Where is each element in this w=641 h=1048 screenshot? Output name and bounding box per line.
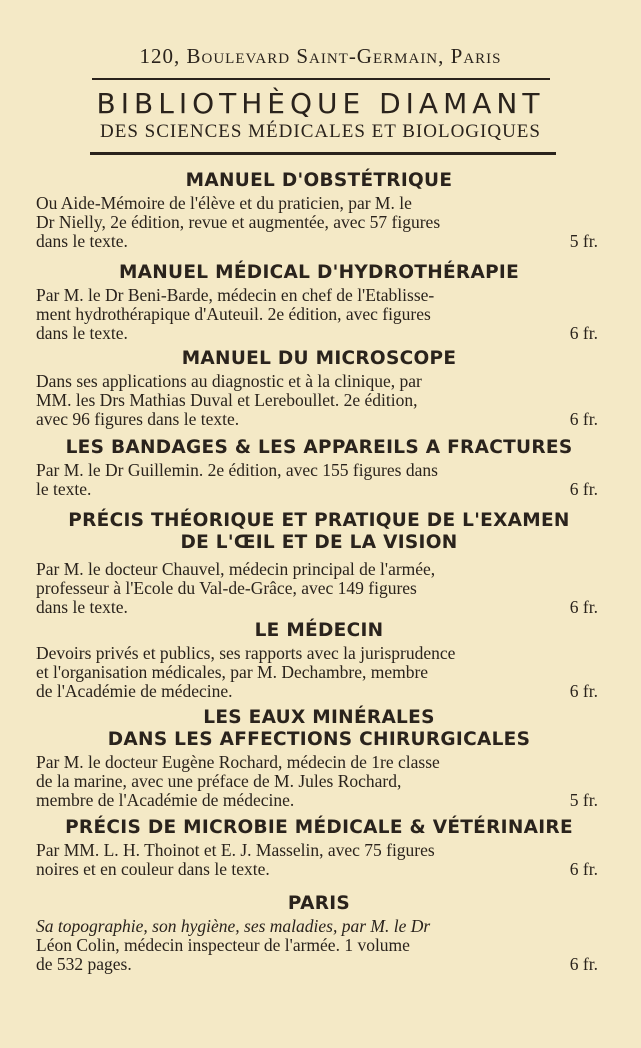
book-description xyxy=(36,753,602,810)
book-price: 6 fr. xyxy=(569,409,598,429)
book-description xyxy=(36,372,602,429)
description-line: Par MM. L. H. Thoinot et E. J. Masselin, avec 75 figures xyxy=(36,840,435,860)
book-description xyxy=(36,644,602,701)
book-entry xyxy=(36,893,602,974)
description-line: Par M. le docteur Eugène Rochard, médecin de 1re classe xyxy=(36,752,440,772)
book-price: 6 fr. xyxy=(569,954,598,974)
book-price: 6 fr. xyxy=(569,479,598,499)
description-line: ment hydrothérapique d'Auteuil. 2e édition, avec figures xyxy=(36,304,431,324)
book-description xyxy=(36,560,602,617)
description-line: Devoirs privés et publics, ses rapports avec la jurisprudence xyxy=(36,643,456,663)
book-price: 5 fr. xyxy=(569,231,598,251)
description-line: Dr Nielly, 2e édition, revue et augmentée, avec 57 figures xyxy=(36,212,441,232)
book-title: LES BANDAGES & LES APPAREILS A FRACTURES xyxy=(65,437,573,458)
book-title: MANUEL D'OBSTÉTRIQUE xyxy=(185,170,453,191)
description-line: dans le texte. xyxy=(36,231,128,251)
description-line: le texte. xyxy=(36,479,92,499)
description-line: Sa topographie, son hygiène, ses maladies, par M. le Dr xyxy=(36,916,431,936)
book-price: 6 fr. xyxy=(569,597,598,617)
description-line: avec 96 figures dans le texte. xyxy=(36,409,240,429)
book-description xyxy=(36,461,602,499)
book-entry xyxy=(36,707,602,810)
book-title-line2: DANS LES AFFECTIONS CHIRURGICALES xyxy=(107,729,531,750)
book-description xyxy=(36,194,602,251)
description-line: membre de l'Académie de médecine. xyxy=(36,790,295,810)
book-description xyxy=(36,841,602,879)
book-title: MANUEL DU MICROSCOPE xyxy=(181,348,457,369)
book-entry xyxy=(36,262,602,343)
book-price: 6 fr. xyxy=(569,859,598,879)
book-description xyxy=(36,917,602,974)
book-price: 6 fr. xyxy=(569,323,598,343)
description-line: et l'organisation médicales, par M. Dechambre, membre xyxy=(36,662,429,682)
description-line: de la marine, avec une préface de M. Jules Rochard, xyxy=(36,771,402,791)
book-entry xyxy=(36,817,602,879)
book-entry xyxy=(36,510,602,617)
collection-subtitle: DES SCIENCES MÉDICALES ET BIOLOGIQUES xyxy=(100,121,541,142)
collection-title: BIBLIOTHÈQUE DIAMANT xyxy=(96,87,545,120)
description-line: noires et en couleur dans le texte. xyxy=(36,859,270,879)
book-price: 6 fr. xyxy=(569,681,598,701)
publisher-address: 120, Boulevard Saint-Germain, Paris xyxy=(139,44,502,68)
description-line: dans le texte. xyxy=(36,323,128,343)
description-line: Ou Aide-Mémoire de l'élève et du praticien, par M. le xyxy=(36,193,412,213)
book-entry xyxy=(36,437,602,499)
description-line: de l'Académie de médecine. xyxy=(36,681,233,701)
description-line: MM. les Drs Mathias Duval et Lereboullet. 2e édition, xyxy=(36,390,418,410)
description-line: de 532 pages. xyxy=(36,954,132,974)
description-line: Par M. le Dr Guillemin. 2e édition, avec 155 figures dans xyxy=(36,460,438,480)
book-title: PARIS xyxy=(287,893,351,914)
book-title: LES EAUX MINÉRALES xyxy=(203,707,435,728)
book-title: MANUEL MÉDICAL D'HYDROTHÉRAPIE xyxy=(118,262,520,283)
book-entry xyxy=(36,620,602,701)
description-line: Dans ses applications au diagnostic et à la clinique, par xyxy=(36,371,422,391)
book-title: PRÉCIS DE MICROBIE MÉDICALE & VÉTÉRINAIRE xyxy=(65,817,573,838)
description-line: professeur à l'Ecole du Val-de-Grâce, avec 149 figures xyxy=(36,578,417,598)
header-rule xyxy=(90,152,556,155)
book-entry xyxy=(36,348,602,429)
book-description xyxy=(36,286,602,343)
book-title: LE MÉDECIN xyxy=(254,620,384,641)
description-line: Léon Colin, médecin inspecteur de l'armée. 1 volume xyxy=(36,935,410,955)
book-entry xyxy=(36,170,602,251)
description-line: Par M. le Dr Beni-Barde, médecin en chef de l'Etablisse- xyxy=(36,285,435,305)
description-line: dans le texte. xyxy=(36,597,128,617)
book-title: PRÉCIS THÉORIQUE ET PRATIQUE DE L'EXAMEN xyxy=(68,510,570,531)
description-line: Par M. le docteur Chauvel, médecin principal de l'armée, xyxy=(36,559,436,579)
book-title-line2: DE L'ŒIL ET DE LA VISION xyxy=(180,532,458,553)
top-rule xyxy=(92,78,550,80)
book-price: 5 fr. xyxy=(569,790,598,810)
